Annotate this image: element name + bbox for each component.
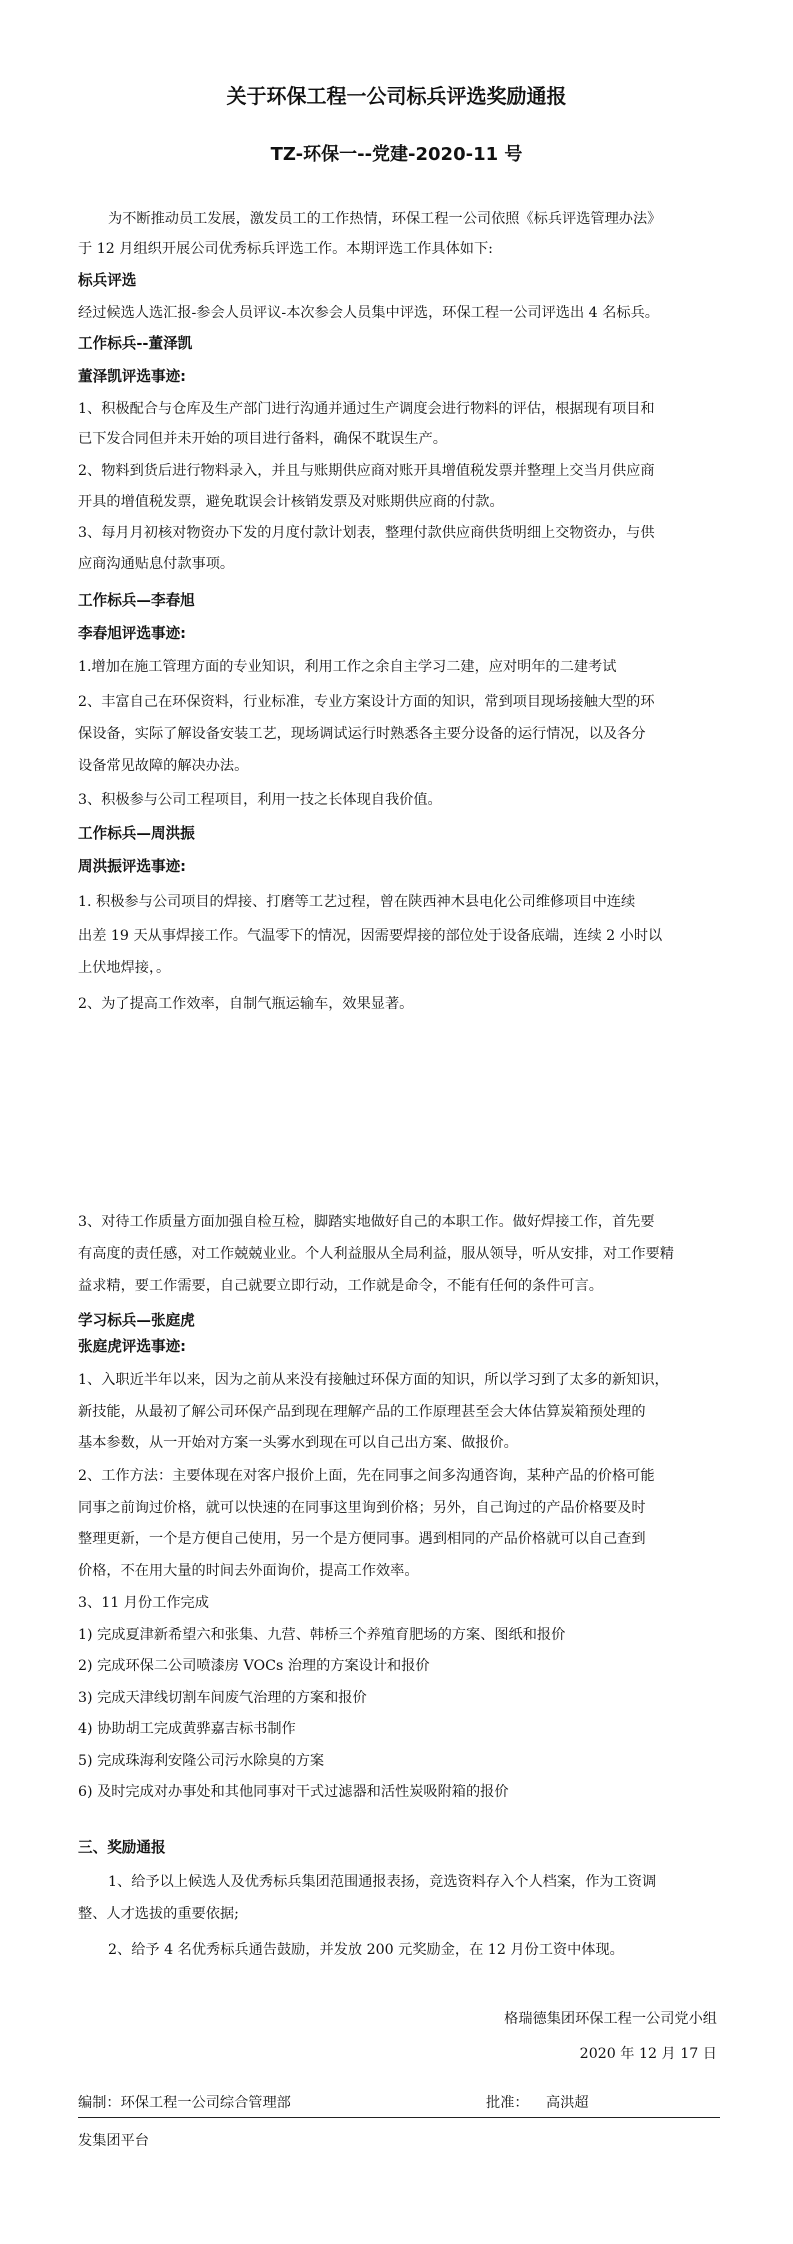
person-1-title: 工作标兵--董泽凯: [78, 335, 193, 352]
reward-line-2: 2、给予 4 名优秀标兵通告鼓励，并发放 200 元奖励金，在 12 月份工资中体现。: [108, 1942, 624, 1958]
person-3-line: 上伏地焊接，。: [78, 960, 171, 976]
work-list-item: 3) 完成天津线切割车间废气治理的方案和报价: [78, 1690, 367, 1706]
person-1-subtitle: 董泽凯评选事迹:: [78, 368, 186, 385]
person-4-subtitle: 张庭虎评选事迹:: [78, 1338, 186, 1355]
person-1-line: 1、积极配合与仓库及生产部门进行沟通并通过生产调度会进行物料的评估，根据现有项目和: [78, 401, 655, 417]
person-1-line: 3、每月月初核对物资办下发的月度付款计划表，整理付款供应商供货明细上交物资办，与供: [78, 525, 655, 541]
distribution-line: 发集团平台: [78, 2133, 149, 2149]
person-4-line: 2、工作方法：主要体现在对客户报价上面，先在同事之间多沟通咨询，某种产品的价格可能: [78, 1468, 655, 1484]
intro-line-2: 于 12 月组织开展公司优秀标兵评选工作。本期评选工作具体如下:: [78, 241, 493, 257]
person-1-line: 2、物料到货后进行物料录入，并且与账期供应商对账开具增值税发票并整理上交当月供应商: [78, 463, 655, 479]
work-list-item: 1) 完成夏津新希望六和张集、九营、韩桥三个养殖育肥场的方案、图纸和报价: [78, 1627, 566, 1643]
person-3-line: 1. 积极参与公司项目的焊接、打磨等工艺过程，曾在陕西神木县电化公司维修项目中连续: [78, 894, 636, 910]
work-list-item: 5) 完成珠海利安隆公司污水除臭的方案: [78, 1753, 325, 1769]
person-4-title: 学习标兵—张庭虎: [78, 1312, 195, 1329]
person-2-line: 设备常见故障的解决办法。: [78, 758, 249, 774]
person-3-title: 工作标兵—周洪振: [78, 825, 195, 842]
intro-line-1: 为不断推动员工发展，激发员工的工作热情，环保工程一公司依照《标兵评选管理办法》: [108, 211, 662, 227]
person-2-line: 2、丰富自己在环保资料，行业标准，专业方案设计方面的知识，常到项目现场接触大型的环: [78, 694, 655, 710]
person-4-line: 价格，不在用大量的时间去外面询价，提高工作效率。: [78, 1563, 419, 1579]
person-4-line: 新技能，从最初了解公司环保产品到现在理解产品的工作原理甚至会大体估算炭箱预处理的: [78, 1404, 646, 1420]
reward-line-1a: 1、给予以上候选人及优秀标兵集团范围通报表扬，竞选资料存入个人档案，作为工资调: [108, 1874, 657, 1890]
section-heading-reward: 三、奖励通报: [78, 1839, 166, 1856]
section-text-biaobing: 经过候选人选汇报-参会人员评议-本次参会人员集中评选，环保工程一公司评选出 4 名标兵。: [78, 305, 659, 321]
person-4-line: 基本参数，从一开始对方案一头雾水到现在可以自己出方案、做报价。: [78, 1435, 518, 1451]
work-list-item: 4) 协助胡工完成黄骅嘉吉标书制作: [78, 1721, 296, 1737]
person-1-line: 已下发合同但并未开始的项目进行备料，确保不耽误生产。: [78, 431, 447, 447]
person-1-line: 开具的增值税发票，避免耽误会计核销发票及对账期供应商的付款。: [78, 494, 504, 510]
work-list-item: 2) 完成环保二公司喷漆房 VOCs 治理的方案设计和报价: [78, 1658, 430, 1674]
signer: 格瑞德集团环保工程一公司党小组: [504, 2011, 717, 2027]
document-title: 关于环保工程一公司标兵评选奖励通报: [226, 84, 567, 108]
work-list-item: 6) 及时完成对办事处和其他同事对干式过滤器和活性炭吸附箱的报价: [78, 1784, 509, 1800]
section-heading-biaobing: 标兵评选: [78, 272, 137, 289]
approve-label: 批准：: [486, 2095, 529, 2111]
person-3-line: 3、对待工作质量方面加强自检互检，脚踏实地做好自己的本职工作。做好焊接工作，首先要: [78, 1214, 655, 1230]
person-4-line: 3、11 月份工作完成: [78, 1595, 209, 1611]
person-4-line: 整理更新，一个是方便自己使用，另一个是方便同事。遇到相同的产品价格就可以自己查到: [78, 1531, 646, 1547]
approver-name: 高洪超: [546, 2095, 589, 2111]
person-2-title: 工作标兵—李春旭: [78, 592, 195, 609]
person-2-line: 3、积极参与公司工程项目，利用一技之长体现自我价值。: [78, 792, 442, 808]
person-3-line: 益求精，要工作需要，自己就要立即行动，工作就是命令，不能有任何的条件可言。: [78, 1278, 603, 1294]
person-2-line: 1.增加在施工管理方面的专业知识，利用工作之余自主学习二建，应对明年的二建考试: [78, 659, 617, 675]
editor-line: 编制：环保工程一公司综合管理部: [78, 2095, 291, 2111]
document-number: TZ-环保一--党建-2020-11 号: [270, 144, 523, 165]
person-3-line: 出差 19 天从事焊接工作。气温零下的情况，因需要焊接的部位处于设备底端，连续 2 小时以: [78, 928, 663, 944]
footer-rule: [78, 2117, 720, 2118]
person-1-line: 应商沟通贴息付款事项。: [78, 556, 235, 572]
person-3-line: 有高度的责任感，对工作兢兢业业。个人利益服从全局利益，服从领导，听从安排，对工作要精: [78, 1246, 674, 1262]
person-4-line: 1、入职近半年以来，因为之前从来没有接触过环保方面的知识，所以学习到了太多的新知识，: [78, 1372, 669, 1388]
person-3-line: 2、为了提高工作效率，自制气瓶运输车，效果显著。: [78, 996, 414, 1012]
person-2-line: 保设备，实际了解设备安装工艺，现场调试运行时熟悉各主要分设备的运行情况，以及各分: [78, 726, 646, 742]
reward-line-1b: 整、人才选拔的重要依据;: [78, 1906, 239, 1922]
person-2-subtitle: 李春旭评选事迹:: [78, 625, 186, 642]
person-4-line: 同事之前询过价格，就可以快速的在同事这里询到价格；另外，自己询过的产品价格要及时: [78, 1500, 646, 1516]
issue-date: 2020 年 12 月 17 日: [579, 2046, 717, 2062]
person-3-subtitle: 周洪振评选事迹:: [78, 858, 186, 875]
